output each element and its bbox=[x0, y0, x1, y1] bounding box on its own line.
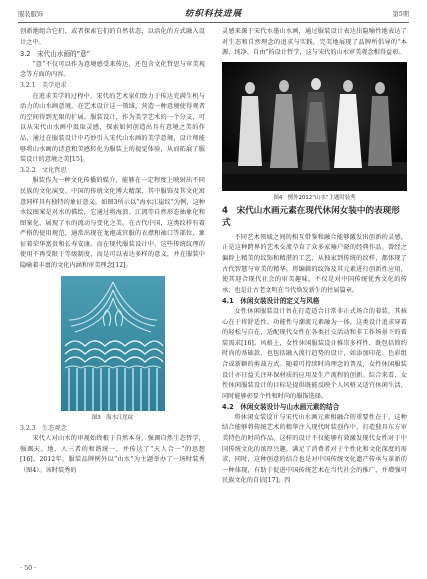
paragraph: 在追求美学的过程中，宋代的艺术家们致力于传达充满生机与活力的山水画意境。在艺术设计这一领域，营造一种意境使得观者的空间得到无限的扩展。服装设计，作为美学艺术的一个分支，可以从宋代山水画中汲取灵感，探索如何创造出具有意境之美的作品，通过在服装设计中巧妙引入宋代山水画的美学意境，设计师能够将山水画的诗意和美感转化为服装上的视觉体验，从而拓展了服装设计的意境之美[15]。 bbox=[20, 92, 205, 164]
subsection-heading-3-2-2: 3.2.2 文化哲思 bbox=[20, 166, 67, 174]
paragraph: 女性休闲服装设计旨在打造适合日常非正式场合的着装，其核心在于将舒适性、功能性与潮流元素融为一体。这类设计追求穿着的轻松与自在，适配现代女性在各类社交活动和非工作场景下的着装需求[16]。风格上，女性休闲服装设计推崇多样性，既包括简约时尚的基础款，也包括融入流行趋势的设计，如添加印花、色彩组合或新颖的剪裁方式。随着可持续时尚理念的普及，女性休闲服装设计亦日益关注环保材质的应用及生产流程的创新。综合来看，女性休闲服装设计的目标是提供既能反映个人风格又适宜休闲生活，同时能够彰显个性和时尚的服饰选择。 bbox=[222, 307, 407, 400]
section-heading-4: 4 宋代山水画元素在现代休闲女装中的表现形式 bbox=[222, 205, 400, 229]
left-column bbox=[20, 27, 205, 477]
section-heading-4-2: 4.2 休闲女装设计与山水画元素的结合 bbox=[222, 403, 340, 412]
header-rule bbox=[18, 22, 409, 23]
figure-3-caption: 图3 海水江崖纹 bbox=[91, 414, 134, 421]
runway-show-photo bbox=[222, 62, 407, 191]
paragraph: 将休闲女装设计与宋代山水画元素相融合的重要性在于，这种结合能够将传统艺术的精华注入现代时装创作中，打造独具东方审美特色的时尚作品。这样的设计不仅能够有效激发现代女性对于中国传统文化的浓厚兴趣，满足了消费者对于个性化和文化深度的需求，同时，这种创意的结合也是对中国传统文化遗产传承与革新的一种体现，有助于促进中国传统艺术在当代社会的推广，并增强可民族文化的自信[17]。四 bbox=[222, 413, 407, 485]
figure-4-caption: 图4 例外2012“山水”主题时装秀 bbox=[273, 194, 356, 201]
journal-title: 纺织科技进展 bbox=[184, 9, 242, 19]
right-column bbox=[222, 27, 407, 487]
wave-cliff-pattern-image bbox=[61, 276, 165, 411]
subsection-heading-3-2-1: 3.2.1 美学追求 bbox=[20, 81, 67, 89]
paragraph: 宋代人对山水的审视始终根于自然本身，强调自然生态哲学，强调天、地、人三者的和谐统一，并传达了“天人合一”的思想[16]。2012年，服装品牌例外以“山水”为主题举办了一场时装秀（图4）。该时装秀的 bbox=[20, 435, 205, 475]
figure-4-image bbox=[222, 62, 407, 191]
running-header bbox=[18, 6, 409, 20]
section-heading-3-2: 3.2 宋代山水画的“意” bbox=[20, 50, 91, 59]
paragraph: “意”不仅可以作为意境感受来传达，还包含文化哲思与审美观念等方面的内容。 bbox=[20, 60, 205, 79]
subsection-heading-3-2-3: 3.2.3 生态观念 bbox=[20, 424, 67, 432]
paragraph: 灵感来源于宋代水墨山水画，通过服装设计表达出隐喻性地表达了对生态和自然理念的追求与实践，完美地展现了品牌所倡导的“本源、纯净、自由”的设计哲学，这与宋代的山水审美观念相得益彰。 bbox=[222, 28, 407, 57]
paragraph: 不同艺术领域之间的相互借鉴和融合能够激发出创新的灵感，正是这种跨界的艺术交流孕育了众多家喻户晓的经典作品。曾经之偏辟上精美的纹饰和精湛的工艺，从独家到传统的纹样，都体现了古代智慧与审美的精华。将编辑的纹饰及其元素进行创新性应用，使其迎合现代社会的审美趣味，不仅是对中国传统优秀文化的传承，也是让古老文明在当代焕发新生的往届篇章。 bbox=[222, 233, 407, 294]
page-number: · 50 · bbox=[20, 564, 37, 572]
paragraph: 创新地组合它们，或者探索它们的自然状态，以活化的方式融入设计之中。 bbox=[20, 28, 205, 46]
header-issue: 第5期 bbox=[392, 11, 409, 18]
header-section: 服装服饰 bbox=[18, 11, 44, 18]
figure-3-image bbox=[61, 276, 165, 411]
section-heading-4-1: 4.1 休闲女装设计的定义与风格 bbox=[222, 297, 320, 306]
paragraph: 服装作为一种文化传播的媒介，能够在一定程度上映射出不同民族的文化演变。中国的传统文化博大精深，其中服饰及其文化寓意同样具有独特的象征意义。如图3所示以“海水江崖纹”为例，这种水纹图案是对水的描绘，它通过将海浪、江流等自然形态抽象化和图案化，展现了水的流动与变化之美。在古代中国，这类纹样有着严格的使用规范，通常出现在龙袍或官服的衣襟和袖口等部位，象征着荣华富贵和长寿安康。而在现代服装设计中，这些传统纹理的使用不再受限于等级制度，而是可以表达多样的意义，并在服装中隐喻着丰富的文化内涵和审美理念[12]。 bbox=[20, 177, 205, 270]
